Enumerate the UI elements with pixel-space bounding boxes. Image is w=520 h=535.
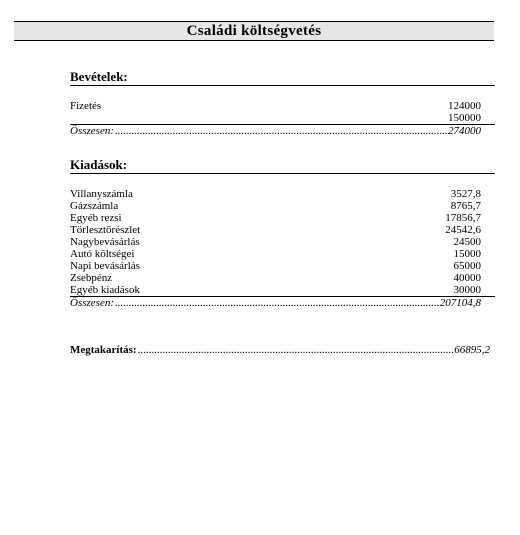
income-total-row [70,124,495,138]
income-row [70,100,495,112]
expense-row [70,212,495,224]
expense-row [70,284,495,296]
dot-leader [115,297,439,310]
expense-row-label: Autó költségei [70,248,135,260]
savings-value: 66895,2 [454,344,490,356]
income-total-label: Összesen: [70,125,114,137]
dot-leader [138,344,454,357]
expense-row-value: 15000 [453,248,481,260]
expense-row [70,260,495,272]
dot-leader [115,125,447,138]
expense-row-value: 30000 [453,284,481,296]
expense-row-value: 17856,7 [445,212,481,224]
expenses-total-value: 207104,8 [439,297,481,309]
expense-row-value: 24542,6 [445,224,481,236]
expense-row [70,248,495,260]
expense-row [70,188,495,200]
income-row [70,112,495,124]
expenses-heading: Kiadások: [70,157,495,174]
expense-row [70,236,495,248]
savings-label: Megtakarítás: [70,344,137,356]
expense-row-label: Egyéb kiadások [70,284,140,296]
income-row-value: 124000 [448,100,481,112]
expenses-total-label: Összesen: [70,297,114,309]
expense-row-label: Villanyszámla [70,188,133,200]
expense-row-label: Nagybevásárlás [70,236,140,248]
income-row-value: 150000 [448,112,481,124]
expense-row-label: Zsebpénz [70,272,113,284]
expense-row-value: 3527,8 [450,188,481,200]
income-section [70,69,495,138]
expense-row-value: 24500 [453,236,481,248]
income-heading: Bevételek: [70,69,495,86]
expense-row-label: Gázszámla [70,200,119,212]
expense-row-value: 8765,7 [450,200,481,212]
expense-row-label: Egyéb rezsi [70,212,122,224]
expense-row-label: Törlesztőrészlet [70,224,141,236]
income-row-label: Fizetés [70,100,102,112]
expense-row [70,200,495,212]
expense-row-value: 40000 [453,272,481,284]
expense-row [70,272,495,284]
expense-row-label: Napi bevásárlás [70,260,140,272]
expense-row [70,224,495,236]
income-total-value: 274000 [448,125,481,137]
expenses-section [70,157,495,310]
expense-row-value: 65000 [453,260,481,272]
document-title-bar [14,21,494,41]
document-title: Családi költségvetés [186,23,322,39]
expenses-total-row [70,296,495,310]
savings-row [70,344,490,357]
